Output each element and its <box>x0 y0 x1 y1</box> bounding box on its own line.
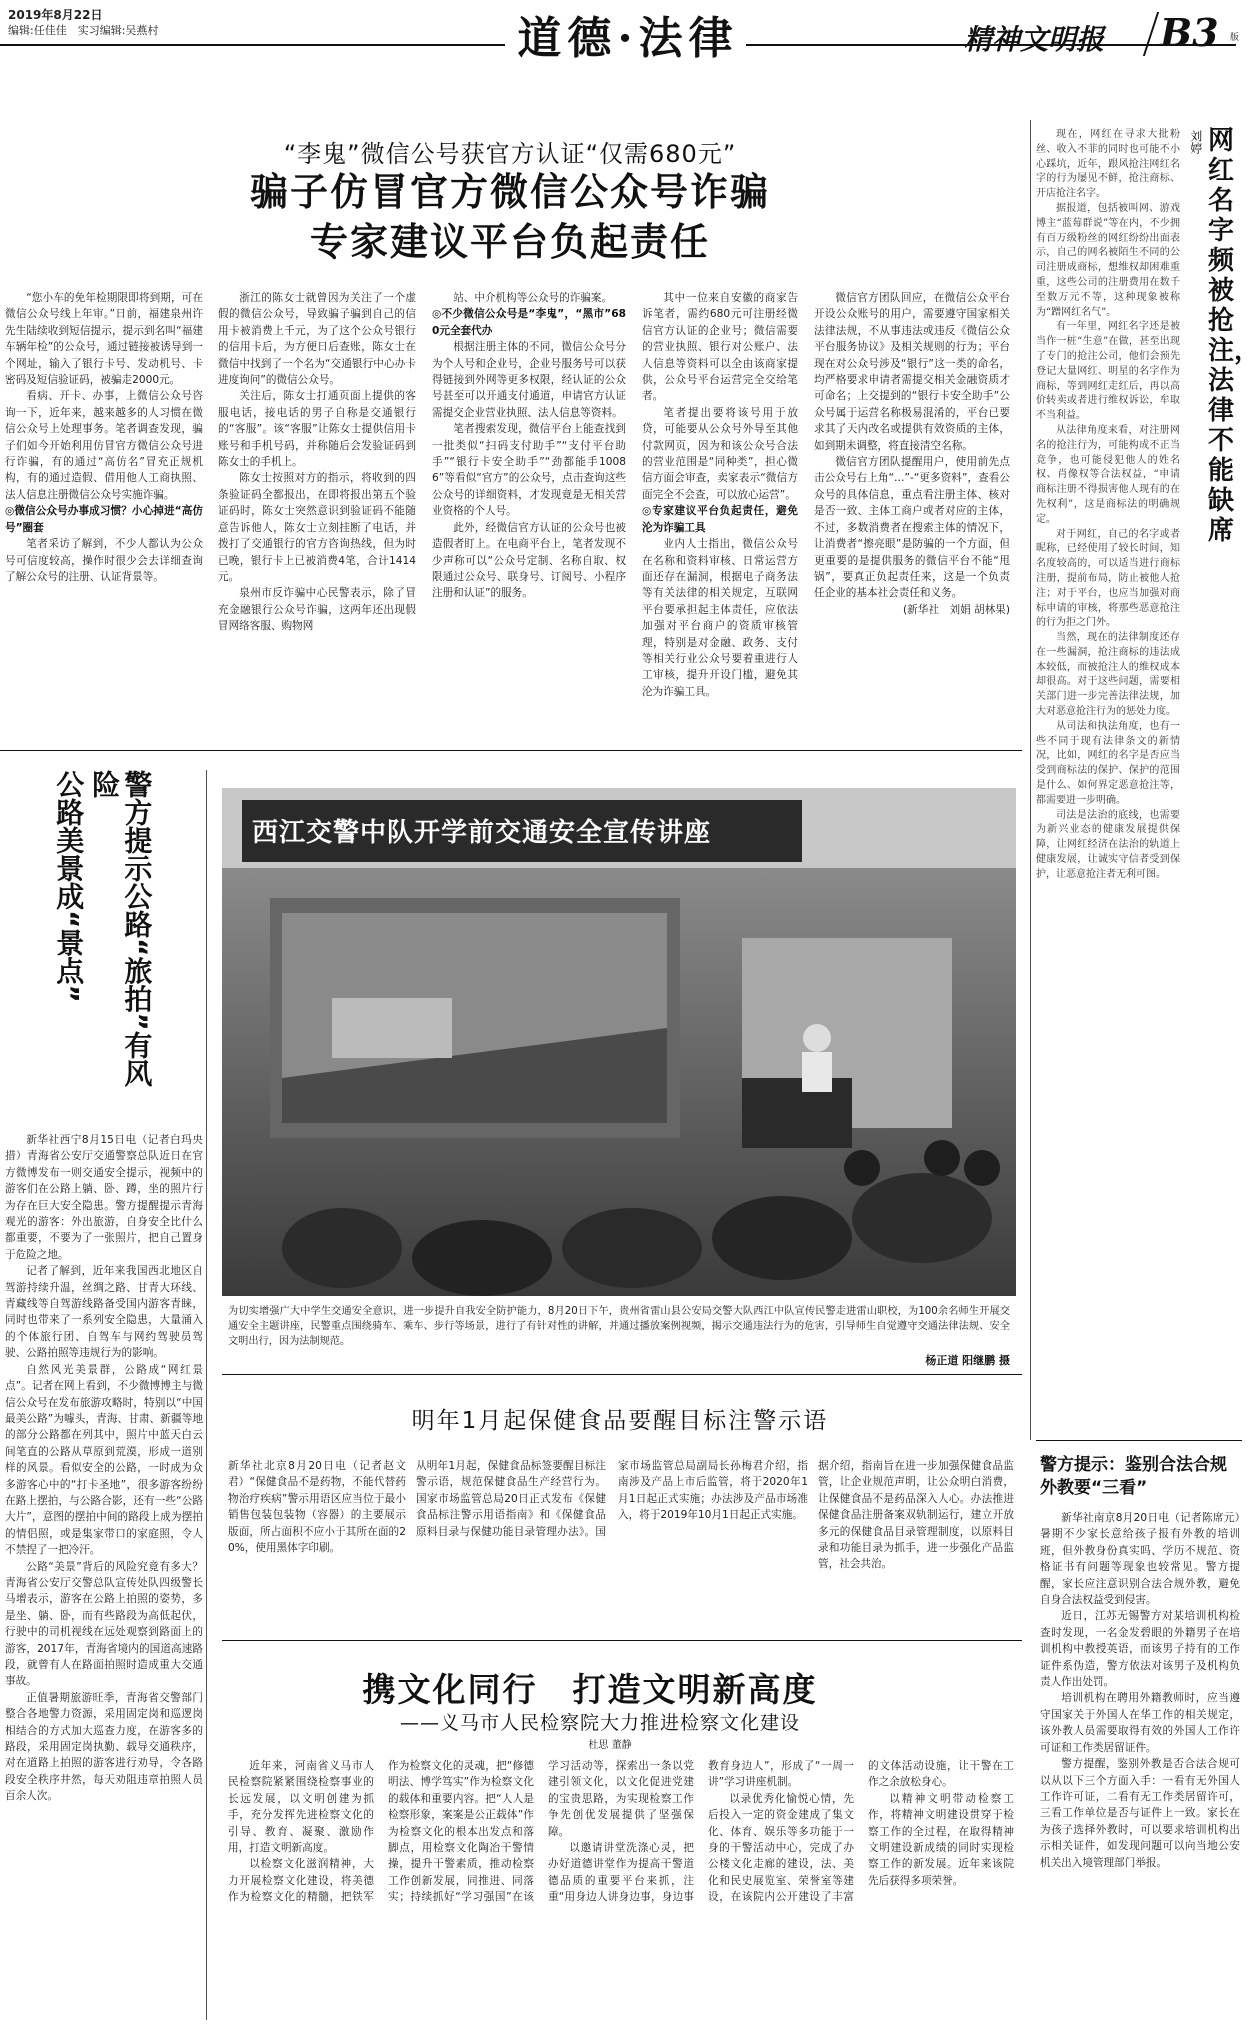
paragraph: 站、中介机构等公众号的诈骗案。 <box>453 292 613 304</box>
main-subtitle: “李鬼”微信公号获官方认证“仅需680元” <box>283 140 737 168</box>
opinion-title: 网红名字频被抢注，法律不能缺席 <box>1208 126 1260 546</box>
paragraph: 自然风光美景群，公路成“网红景点”。记者在网上看到，不少微博博主与微信公众号在发布旅游攻略时，特别以“中国最美公路”为噱头，青海、甘肃、新疆等地的部分公路都在列其中，照片中蓝天白云间笔直的公路从草原到荒漠，形成一道别样的风景。看似安全的公路，一时成为众多游客心中的“打卡圣地”，很多游客纷纷在路上摆拍，与公路合影，还有一些“公路大片”，意图的摆拍中间的路段上成为摆拍的情侣照，或是集家带口的家庭照，令人不禁捏了一把冷汗。 <box>5 1363 203 1557</box>
issue-date: 2019年8月22日 <box>8 8 103 22</box>
culture-title: 携文化同行 打造文明新高度 <box>362 1670 818 1709</box>
paragraph: 微信官方团队回应，在微信公众平台开设公众账号的用户，需要遵守国家相关法律法规，不从事违法或违反《微信公众平台服务协议》及相关规则的行为；平台现在对公众号涉及“银行”这一类的命名，均严格要求申请者需提交相关金融资质才可命名；上交提到的“银行卡安全助手”公众号属于运营名称极易混淆的，平台已要求其了天内改名或提供有效资质的主体，如到期未调整，将直接清空名称。 <box>814 292 1010 452</box>
paragraph: 现在，网红在寻求大批粉丝、收入不菲的同时也可能不小心踩坑，近年，跟风抢注网红名字的行为屡见不鲜，抢注商标、开店抢注名字。 <box>1036 129 1180 200</box>
subheading: ◎微信公众号办事成习惯？小心掉进“高仿号”圈套 <box>5 505 203 534</box>
source-credit: (新华社 刘娟 胡林果) <box>903 603 1010 616</box>
paragraph: 笔者采访了解到，不少人都认为公众号可信度较高，操作时很少会去详细查询了解公众号的注册、认证背景等。 <box>5 538 203 583</box>
paragraph: 记者了解到，近年来我国西北地区自驾游持续升温，丝绸之路、甘青大环线、青藏线等自驾游线路备受国内游客青睐，同时也带来了一系列安全隐患，大量涌入的个体旅行团、自驾车与网约驾驶员驾驶、公路拍照等违规行为的影响。 <box>5 1265 203 1360</box>
lecture-scene-image <box>222 788 1016 1296</box>
opinion-body <box>1036 128 1180 1428</box>
side-story-divider <box>206 770 207 2020</box>
health-column-1: 新华社北京8月20日电（记者赵文君）“保健食品不是药物，不能代替药物治疗疾病”警示用语区应当位于最小销售包装包装物（容器）的主要展示版面，所占面积不应小于其所在面的20%，使用黑体字印刷。 <box>228 1460 406 1555</box>
main-column-5 <box>814 290 1010 728</box>
health-column-2: 从明年1月起，保健食品标签要醒目标注警示语，规范保健食品生产经营行为。国家市场监管总局20日正式发布《保健食品标注警示用语指南》和《保健食品原料目录与保健功能目录管理办法》。国家市场监管总局副局长孙梅君介绍，指南涉及产品上市后监管，将于2020年1月1日起正式实施；办法涉及产品市场准入，将于2019年10月1日起正式实施。 <box>416 1460 808 1538</box>
page-suffix: 版 <box>1230 33 1240 43</box>
photo-bottom-rule <box>222 1374 1022 1375</box>
paragraph: 泉州市反诈骗中心民警表示，除了冒充金融银行公众号诈骗，这两年还出现假冒网络客服、购物网 <box>218 587 416 633</box>
paragraph: 新华社南京8月20日电（记者陈席元）暑期不少家长意给孩子报有外教的培训班，但外教身份真实吗、学历不规范、资格证书有问题等现象也较常见。警方提醒，家长应注意识别合法合规外教，避免自身合法权益受到侵害。 <box>1040 1512 1240 1607</box>
paragraph: 其中一位来自安徽的商家告诉笔者，需约680元可注册经微信官方认证的企业号；微信需要的营业执照、银行对公账户、法人信息等资料可以全由该商家提供，公众号平台运营完全交给笔者。 <box>642 292 798 403</box>
paragraph: 新华社西宁8月15日电（记者白玛央措）青海省公安厅交通警察总队近日在官方微博发布一则交通安全提示，视频中的游客们在公路上躺、卧、蹲，坐的照片行为存在巨大安全隐患。警方提醒提示青海观光的游客：外出旅游，自身安全比什么都重要，不要为了一张照片，把自己置身于危险之地。 <box>5 1134 203 1261</box>
culture-body <box>228 1758 1014 2028</box>
paragraph: 培训机构在聘用外籍教师时，应当遵守国家关于外国人在华工作的相关规定，该外教人员需要取得有效的外国人工作许可证和工作类居留证件。 <box>1040 1692 1240 1754</box>
header-rule-left <box>0 44 505 46</box>
lecture-photo <box>222 788 1016 1296</box>
main-title-line1: 骗子仿冒官方微信公众号诈骗 <box>249 170 770 214</box>
paragraph: 以检察文化滋润精神，大力开展检察文化建设，将美德作为检察文化的精髓，把铁军作为检察文化的灵魂，把“修德明法、博学笃实”作为检察文化的载体和重要内容。把“人人是检察形象，案案是公正载体”作为检察文化的根本出发点和落脚点，用检察文化陶冶干警情操，提升干警素质，推动检察工作创新发展，同推进、同落实；持续抓好“学习强国”在该学习活动等，探索出一条以党建引领文化，以文化促进党建的宝贵思路，为实现检察工作争先创优发展提供了坚强保障。 <box>228 1760 694 1904</box>
main-column-1 <box>5 290 203 728</box>
paragraph: 警方提醒，鉴别外教是否合法合规可以从以下三个方面入手：一看有无外国人工作许可证，二看有无工作类居留许可，三看工作单位是否与证件上一致。家长在为孩子选择外教时，可以要求培训机构出示相关证件，如发现问题可以向当地公安机关出入境管理部门举报。 <box>1040 1758 1240 1869</box>
paragraph: 根据注册主体的不同，微信公众号分为个人号和企业号，企业号服务号可以获得链接到外网等更多权限，经认证的公众号甚至可以开通支付通道，申请官方认证需提交企业营业执照、法人信息等资料。 <box>432 341 626 419</box>
paragraph: 业内人士指出，微信公众号在名称和资料审核、日常运营方面还存在漏洞，根据电子商务法等有关法律的相关规定，互联网平台要承担起主体责任，应依法加强对平台商户的资质审核管理，特别是对金融、政务、支付等相关行业公众号要着重进行人工审核，提升开设门槛，避免其沦为诈骗工具。 <box>642 538 798 698</box>
subheading: ◎不少微信公众号是“李鬼”，“黑市”680元全套代办 <box>432 308 626 337</box>
paragraph: 笔者提出要将该号用于放贷，可能要从公众号外导至其他付款网页，因为和该公众号合法的营业范围是“同种类”，担心微信方面会审查，卖家表示“微信方面完全不会查，可以放心运营”。 <box>642 406 798 501</box>
main-column-4 <box>642 290 798 728</box>
paragraph: 浙江的陈女士就曾因为关注了一个虚假的微信公众号，导致骗子骗到自己的信用卡被消费上千元，为了这个公众号银行的信用卡后，为方便日后查账，陈女士在微信中找到了一个名为“交通银行中心办卡进度询问”的微信公众号。 <box>218 292 416 387</box>
editor-credits: 编辑:任佳佳 实习编辑:吴燕村 <box>8 24 159 37</box>
opinion-bottom-rule <box>1036 1440 1242 1441</box>
paragraph: 陈女士按照对方的指示，将收到的四条验证码全都报出，在即将报出第五个验证码时，陈女士突然意识到验证码不能随意告诉他人，陈女士立刻挂断了电话，并拨打了交通银行的官方咨询热线，但为时已晚，银行卡上已被消费4笔，合计1414元。 <box>218 472 416 583</box>
paragraph: 笔者搜索发现，微信平台上能查找到一批类似“扫码支付助手”“支付平台助手”“银行卡安全助手”“劲都能手10086”等看似“官方”的公众号，点击查询这些公众号的详细资料，才发现竟是无相关营业资格的个人号。 <box>432 423 626 518</box>
paragraph: 看病、开卡、办事，上微信公众号咨询一下，近年来，越来越多的人习惯在微信公众号上处理事务。笔者调查发现，骗子们如今开始利用仿冒官方微信公众号进行诈骗，有的通过“高仿名”冒充正规机构，有的通过造假、借用他人工商执照、法人信息注册微信公众号实施诈骗。 <box>5 390 203 501</box>
health-title: 明年1月起保健食品要醒目标注警示语 <box>411 1408 829 1434</box>
paragraph: 以邀请讲堂洗涤心灵，把办好道德讲堂作为提高干警道德品质的重要平台来抓，注重“用身边人讲身边事，身边事教育身边人”，形成了“一周一讲”学习讲座机制。 <box>548 1760 854 1904</box>
paragraph: 当然，现在的法律制度还存在一些漏洞，抢注商标的违法成本较低，而被抢注人的维权成本却很高。对于这些问题，需要相关部门进一步完善法律法规，加大对恶意抢注行为的惩处力度。 <box>1036 632 1180 718</box>
section-title: 道德·法律 <box>517 13 739 64</box>
paragraph: “您小车的免年检期限即将到期，可在微信公众号线上年审。”日前，福建泉州许先生陆续收到短信提示，提示到名叫“福建车辆年检”的公众号，通过链接被诱导到一个网址，输入了银行卡号、发动机号、卡密码及短信验证码，被骗走2000元。 <box>5 292 203 387</box>
main-column-3 <box>432 290 626 728</box>
culture-subtitle: ——义马市人民检察院大力推进检察文化建设 <box>400 1712 801 1734</box>
paragraph: 近日，江苏无锡警方对某培训机构检查时发现，一名金发碧眼的外籍男子在培训机构中教授英语，而该男子持有的工作证件系伪造，警方依法对该男子及机构负责人作出处罚。 <box>1040 1610 1240 1689</box>
main-column-2 <box>218 290 416 728</box>
main-bottom-rule <box>0 750 1022 751</box>
photo-caption: 为切实增强广大中学生交通安全意识，进一步提升自我安全防护能力，8月20日下午，贵州省雷山县公安局交警大队西江中队宣传民警走进雷山职校，为100余名师生开展交通安全主题讲座，民警重点围绕骑车、乘车、步行等场景，进行了有针对性的讲解，并通过播放案例视频，揭示交通违法行为的危害，引导师生自觉遵守交通法律法规、安全文明出行，因为法制规范。 <box>228 1306 1010 1347</box>
paragraph: 关注后，陈女士打通页面上提供的客服电话，接电话的男子自称是交通银行的“客服”。该“客服”让陈女士提供信用卡账号和手机号码，并称随后会发验证码到陈女士的手机上。 <box>218 390 416 469</box>
paragraph: 从司法和执法角度，也有一些不同于现有法律条文的新情况，比如，网红的名字是否应当受到商标法的保护、保护的范围是什么、如何界定恶意抢注等，都需要进一步明确。 <box>1036 720 1180 806</box>
culture-author: 杜思 董静 <box>588 1740 632 1751</box>
podium <box>742 1078 852 1148</box>
masthead: 精神文明报 <box>964 23 1105 56</box>
police-title: 警方提示：鉴别合法合规外教要“三看” <box>1040 1455 1227 1498</box>
paragraph: 司法是法治的底线，也需要为新兴业态的健康发展提供保障，让网红经济在法治的轨道上健康发展，让诚实守信者受到保护，让恶意抢注者无利可图。 <box>1036 809 1180 880</box>
paragraph: 以精神文明带动检察工作，将精神文明建设贯穿于检察工作的全过程，在取得精神文明建设新成绩的同时实现检察工作的新发展。近年来该院先后获得多项荣誉。 <box>868 1792 1014 1887</box>
opinion-author: 刘婷 <box>1188 130 1203 154</box>
photo-credit: 杨正道 阳继鹏 摄 <box>925 1354 1010 1367</box>
page-number: B3 <box>1160 10 1219 55</box>
health-column-3: 据介绍，指南旨在进一步加强保健食品监管，让企业规范声明，让公众明白消费，让保健食品不是药品深入人心。办法推进保健食品注册备案双轨制运行，建立开放多元的保健食品目录管理制度，以原料目录和功能目录为抓手，进一步强化产品监管，社会共治。 <box>818 1460 1014 1571</box>
side-story-subtitle: 公路美景成“景点” <box>52 770 86 1003</box>
side-story-body <box>5 1132 203 2028</box>
subheading: ◎专家建议平台负起责任，避免沦为诈骗工具 <box>642 505 798 534</box>
main-title-line2: 专家建议平台负起责任 <box>309 220 710 264</box>
paragraph: 正值暑期旅游旺季，青海省交警部门整合各地警力资源，采用固定岗和巡逻岗相结合的方式加大巡查力度，在游客多的路段，采用固定岗执勤、载导交通秩序，对在道路上拍照的游客进行劝导，令各路段安全秩序井然，每天劝阻违章拍照人员百余人次。 <box>5 1691 203 1803</box>
paragraph: 有一年里，网红名字还是被当作一桩“生意”在做，甚至出现了专门的抢注公司，他们会预先登记大量网红、明星的名字作为商标，等到网红走红后，再以高价转卖或者进行维权诉讼，牟取不当利益。 <box>1036 321 1180 422</box>
photo-banner-text: 西江交警中队开学前交通安全宣传讲座 <box>252 818 712 848</box>
paragraph: 此外，经微信官方认证的公众号也被造假者盯上。在电商平台上，笔者发现不少声称可以“公众号定制、名称自取、权限通过公众号、联身号、订阅号、小程序注册和认证”的服务。 <box>432 521 626 600</box>
paragraph: 据报道，包括被叫网、游戏博主“蓝莓群说”等在内，不少拥有百万级粉丝的网红纷纷出面表示，自己的网名被陌生不同的公司注册成商标，想维权却困难重重，这些公司的注册费用在数千至数万元不等，这种现象被称为“蹭网红名气”。 <box>1036 202 1180 318</box>
masthead-divider <box>1143 12 1159 56</box>
paragraph: 以录优秀化愉悦心情，先后投入一定的资金建成了集文化、体育、娱乐等多功能于一身的干警活动中心，完成了办公楼文化走廊的建设，法、美化和民史展览室、荣誉室等建设，在该院内公开建设了丰富的文体活动设施，让干警在工作之余放松身心。 <box>708 1760 1014 1904</box>
right-column-divider <box>1030 120 1031 1440</box>
side-story-title: 警方提示公路“旅拍”有风险 <box>88 770 154 1087</box>
paragraph: 对于网红，自己的名字或者昵称，已经使用了较长时间，知名度较高的，可以适当进行商标注册，提前布局，防止被他人抢注；对于平台，也应当加强对商标申请的审核，将那些恶意抢注的行为拒之门外。 <box>1036 528 1180 629</box>
paragraph: 近年来，河南省义马市人民检察院紧紧围绕检察事业的长远发展，以文明创建为抓手，充分发挥先进检察文化的引导、教育、凝聚、激励作用，打造文明新高度。 <box>228 1760 374 1855</box>
police-body <box>1040 1510 1240 2028</box>
health-bottom-rule <box>222 1640 1022 1641</box>
paragraph: 微信官方团队提醒用户，使用前先点击公众号右上角“…”-“更多资料”，查看公众号的具体信息，重点看注册主体、核对是否一致、主体工商户或者对应的主体，不过，多数消费者在搜索主体的情况下，让消费者“擦亮眼”是防骗的一个方面，但更重要的是提供服务的微信平台不能“甩锅”，要真正负起责任来，这是一个负责任企业的基本社会责任和义务。 <box>814 456 1010 600</box>
paragraph: 公路“美景”背后的风险究竟有多大？青海省公安厅交警总队宣传处队四级警长马增表示，游客在公路上拍照的姿势，多是坐、躺、卧，而有些路段为高低起伏，行驶中的司机视线在远处观察到路面上的游客，2017年，青海省境内的国道高速路段，就曾有人在路面拍照时造成重大交通事故。 <box>5 1560 203 1688</box>
paragraph: 从法律角度来看，对注册网名的抢注行为，可能构成不正当竞争，也可能侵犯他人的姓名权、肖像权等合法权益，“申请商标注册不得损害他人现有的在先权利”，这是商标法的明确规定。 <box>1036 424 1180 525</box>
